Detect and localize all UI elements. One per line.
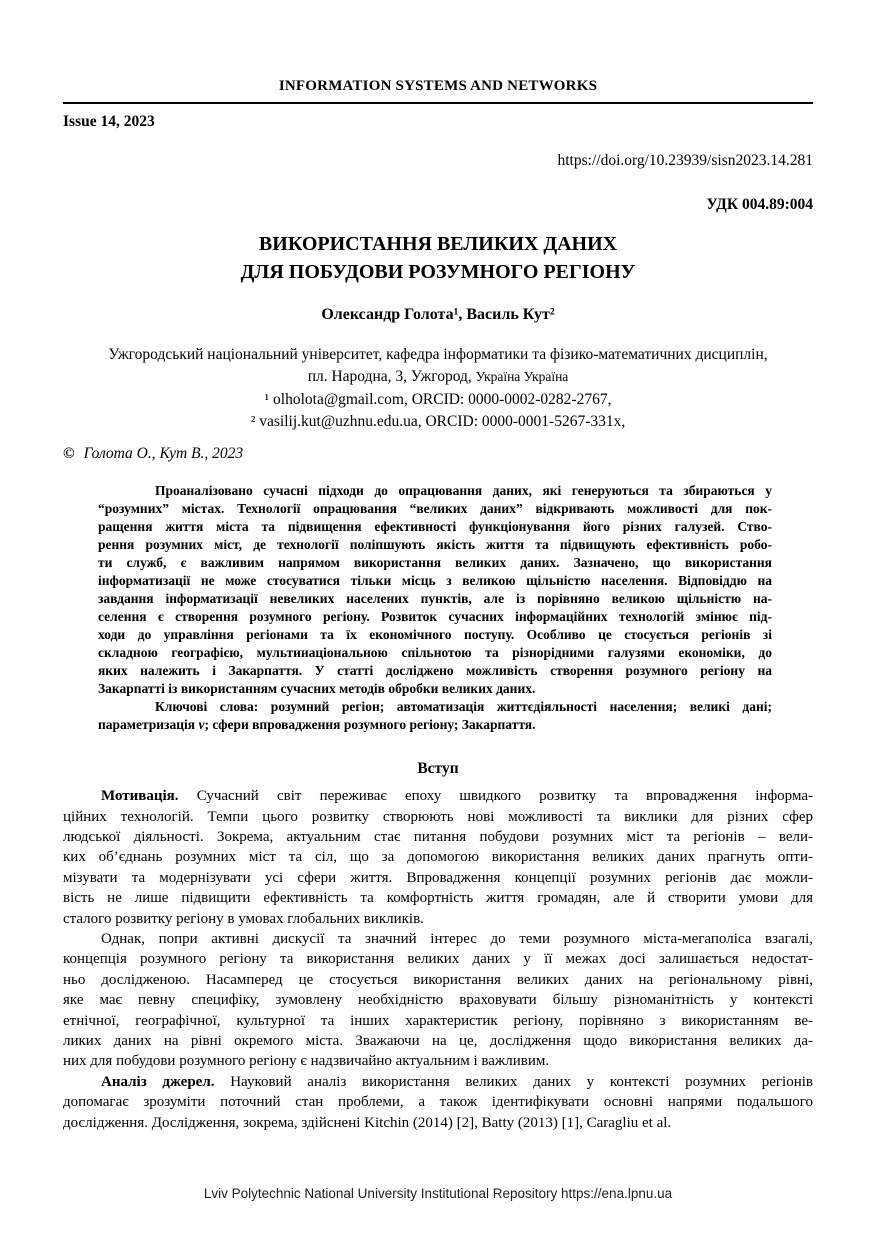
affiliation-country: Україна Україна: [475, 369, 569, 385]
text-line: Аналіз джерел. Науковий аналіз використання великих даних у контексті розумних регіонів: [101, 1073, 814, 1090]
text-line: складною географією, мультинаціональною спільнотою та різнорідними галузями економіки, до: [98, 645, 772, 661]
text-line: селення є створення розумного регіону. Розвиток сучасних інформаційних технологій змінює під-: [98, 609, 772, 625]
abstract-text: [98, 482, 772, 698]
text-line: ких об’єднань розумних міст та сіл, що за допомогою використання великих даних прагнуть опти-: [63, 849, 813, 866]
text-line: Мотивація. Сучасний світ переживає епоху швидкого розвитку та впровадження інформа-: [101, 788, 813, 805]
text-line: вість не лише підвищити ефективність та комфортність життя громадян, але й створити умови для: [63, 890, 813, 907]
text-line: мізувати та модернізувати усі сфери життя. Впровадження концепції розумних регіонів дає можли-: [63, 869, 813, 886]
text-line: етнічної, географічної, культурної та інших характеристик регіону, порівняно з використанням ве-: [63, 1012, 813, 1029]
author-email-orcid: ¹ olholota@gmail.com, ORCID: 0000-0002-0282-2767,: [264, 390, 612, 408]
paragraph-source-analysis: [63, 1072, 813, 1133]
text-line: допомагає зрозуміти поточний стан проблеми, а також ідентифікувати основні напрями подальшого: [63, 1094, 813, 1111]
abstract-and-keywords: [63, 482, 813, 734]
keywords-text: [98, 698, 772, 734]
author-email-orcid: ² vasilij.kut@uzhnu.edu.ua, ORCID: 0000-0001-5267-331x,: [250, 412, 626, 430]
text-line: “розумних” містах. Технології опрацювання “великих даних” відкривають можливості для пок-: [98, 501, 772, 517]
text-line: людської діяльності. Зокрема, актуальним стає питання побудови розумних міст та регіонів – вели-: [63, 829, 813, 845]
repository-footer-text: Lviv Polytechnic National University Institutional Repository: [203, 1186, 558, 1201]
text-line: ційних технологій. Темпи цього розвитку створюють нові можливості та виклики для різних сфер: [63, 808, 813, 825]
text-line: ращення життя міста та підвищення ефективності функціонування його різних галузей. Ство-: [98, 519, 772, 535]
repository-footer: [0, 1186, 876, 1201]
text-line: сталого розвитку регіону в умовах глобальних викликів.: [63, 910, 424, 927]
text-line: Однак, попри активні дискусії та значний інтерес до теми розумного міста-мегаполіса взагалі,: [101, 931, 813, 948]
issue-label: Issue 14, 2023: [63, 113, 155, 130]
paragraph-motivation: [63, 786, 813, 929]
section-heading-introduction: Вступ: [417, 760, 459, 778]
journal-header: INFORMATION SYSTEMS AND NETWORKS: [278, 78, 598, 94]
affiliation-address: пл. Народна, 3, Ужгород,: [307, 368, 472, 386]
article-body: [63, 786, 813, 1133]
copyright-text: Голота О., Кут В., 2023: [83, 445, 244, 463]
text-line: яких належить і Закарпаття. У статті досліджено можливість створення розумного регіону на: [98, 663, 772, 679]
article-title-line: ДЛЯ ПОБУДОВИ РОЗУМНОГО РЕГІОНУ: [240, 261, 636, 283]
doi-link[interactable]: https://doi.org/10.23939/sisn2023.14.281: [557, 152, 813, 169]
affiliation-block: [63, 344, 813, 433]
text-line: Закарпатті із використанням сучасних методів обробки великих даних.: [98, 681, 536, 697]
text-line: яке має певну специфіку, зумовлену необхідністю враховувати більшу різноманітність у контексті: [63, 992, 813, 1009]
text-line: дослідження. Дослідження, зокрема, здійснені Kitchin (2014) [2], Batty (2013) [1], Caragliu et al.: [63, 1114, 672, 1131]
text-line: рення розумних міст, де технології поліпшують якість життя та підвищують ефективність робо-: [98, 537, 772, 553]
text-line: них для побудови розумного регіону є надзвичайно актуальним і важливим.: [63, 1053, 550, 1070]
paragraph-discussion: [63, 929, 813, 1072]
text-line: Проаналізовано сучасні підходи до опрацювання даних, які генеруються та збираються у: [155, 483, 772, 499]
text-line: концепція розумного регіону та використання великих даних у її межах досі залишається недостат-: [63, 951, 813, 968]
text-line: інформатизації не може стосуватися тільки місць з великою щільністю населення. Відповіддю на: [98, 573, 772, 589]
copyright-icon: ©: [63, 445, 75, 463]
text-line: Ключові слова: розумний регіон; автоматизація життєдіяльності населення; великі дані;: [155, 699, 772, 715]
copyright-line: [63, 445, 813, 463]
text-line: завдання інформатизації невеликих населених пунктів, але із порівняно великою щільністю на-: [98, 591, 772, 607]
affiliation-line: [63, 366, 813, 388]
article-title: [63, 230, 813, 286]
authors-line: Олександр Голота¹, Василь Кут²: [321, 306, 555, 323]
page-content: [63, 0, 813, 1133]
text-line: параметризація v; сфери впровадження розумного регіону; Закарпаття.: [98, 717, 536, 733]
text-line: ти служб, є важливим напрямом використання великих даних. Зазначено, що використання: [98, 555, 772, 571]
text-line: ликих даних на рівні окремого міста. Зважаючи на це, дослідження щодо використання великих да-: [63, 1033, 813, 1050]
affiliation-line: Ужгородський національний університет, кафедра інформатики та фізико-математичних дисциплін,: [108, 346, 768, 363]
text-line: ходи до управління регіонами та їх економічного поступу. Особливо це стосується регіонів зі: [98, 627, 772, 643]
repository-footer-url[interactable]: https://ena.lpnu.ua: [561, 1186, 673, 1201]
text-line: ньо дослідженою. Насамперед це стосується використання великих даних на регіональному рівні,: [63, 971, 813, 988]
article-title-line: ВИКОРИСТАННЯ ВЕЛИКИХ ДАНИХ: [258, 233, 618, 255]
header-rule: [63, 102, 813, 104]
udk-label: УДК 004.89:004: [706, 196, 813, 213]
